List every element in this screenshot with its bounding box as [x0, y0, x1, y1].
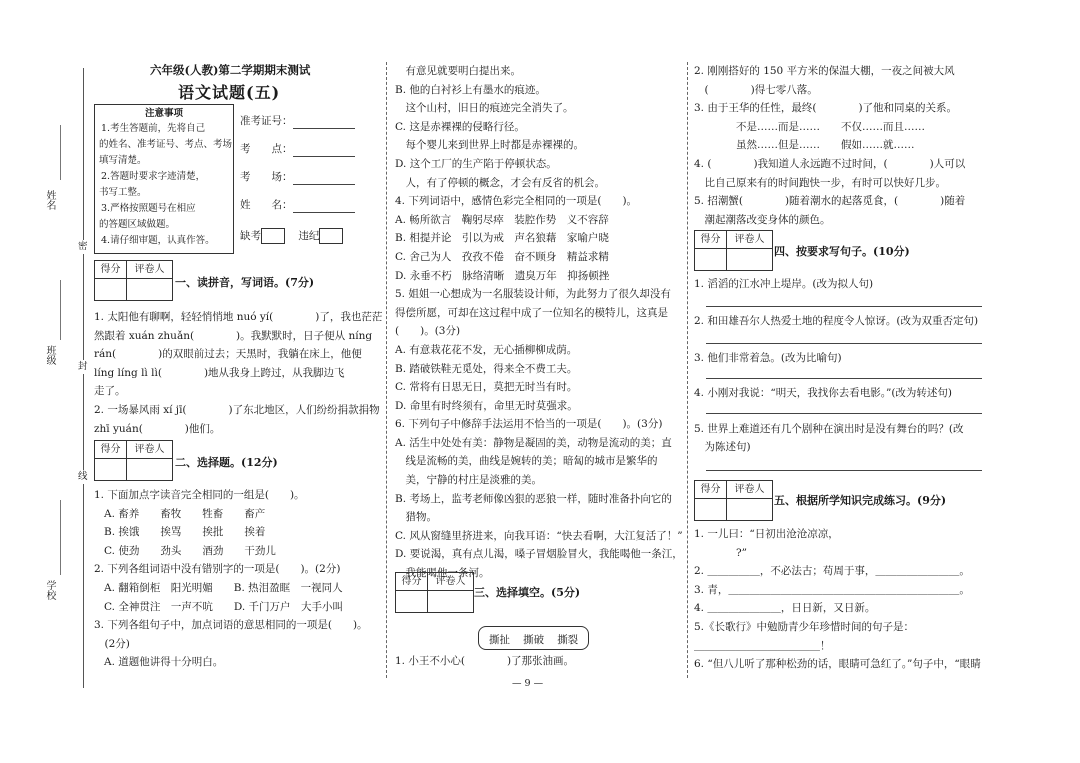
exam-subtitle: 语文试题(五)	[178, 83, 281, 102]
reviewer-cell[interactable]	[727, 499, 773, 521]
column-divider-1	[386, 62, 387, 678]
q-line: 5.《长歌行》中勉励青少年珍惜时间的句子是：	[694, 620, 915, 633]
seal-mark-xian: 线	[78, 471, 88, 482]
q-line: 1. 下面加点字读音完全相同的一组是( )。	[94, 489, 305, 501]
q-line: 5. 招潮蟹( )随着潮水的起落觅食，( )随着	[694, 195, 966, 208]
section-3-title: 三、选择填空。(5分)	[474, 586, 581, 599]
ticket-field-room	[240, 168, 293, 186]
ticket-field-site	[240, 140, 293, 158]
name-blank	[60, 125, 61, 180]
score-cell[interactable]	[95, 459, 127, 481]
q-line: 2. 下列各组词语中没有错别字的一项是( )。(2分)	[94, 563, 341, 576]
q-line: 6. 下列句子中修辞手法运用不恰当的一项是( )。(3分)	[395, 418, 663, 431]
q-line: C. 使劲 劲头 酒劲 干劲儿	[104, 544, 276, 557]
q-line: 3. 由于王华的任性，最终( )了他和同桌的关系。	[694, 102, 958, 115]
answer-line[interactable]	[706, 470, 982, 471]
column-2-body	[395, 62, 683, 583]
notice-line: 填写清楚。	[99, 155, 147, 166]
q-line: B. 挨饿 挨骂 挨批 挨着	[104, 526, 266, 539]
answer-line[interactable]	[706, 413, 982, 414]
ticket-label: 姓 名：	[240, 199, 293, 211]
q-line: 2. 一场暴风雨 xí jī( )了东北地区，人们纷纷捐款捐物	[94, 403, 380, 416]
answer-line[interactable]	[706, 343, 982, 344]
ticket-field-id	[240, 112, 293, 130]
q-line: zhī yuán( )他们。	[94, 422, 221, 435]
reviewer-label: 评卷人	[127, 261, 173, 279]
section-3-q1: 1. 小王不小心( )了那张油画。	[395, 655, 575, 667]
score-box	[94, 440, 173, 481]
s4-q1: 1. 滔滔的江水冲上堤岸。(改为拟人句)	[694, 278, 874, 290]
q-line: 4. ＿＿＿＿＿＿＿，日日新，又日新。	[694, 602, 876, 615]
answer-line[interactable]	[706, 378, 982, 379]
reviewer-label: 评卷人	[127, 441, 173, 459]
score-box	[694, 230, 773, 271]
q-line: C. 全神贯注 一声不吭 D. 千门万户 大手小叫	[104, 600, 344, 613]
ticket-id-blank[interactable]	[293, 128, 355, 129]
q-line: 人，有了停顿的概念，才会有反省的机会。	[395, 176, 605, 189]
exam-title: 六年级(人教)第二学期期末测试	[150, 63, 311, 77]
q-line: 1. 一儿曰：“日初出沧沧凉凉，	[694, 528, 839, 540]
ticket-label: 考 场：	[240, 171, 293, 183]
q-line: 这个山村，旧日的痕迹完全消失了。	[395, 102, 574, 115]
q-line: ＿＿＿＿＿＿＿＿＿＿＿＿！	[694, 639, 831, 652]
q-line: D. 永垂不朽 脉络清晰 遗臭万年 抑扬顿挫	[395, 269, 610, 282]
q-line: líng líng lì lì( )地从我身上跨过，从我脚边飞	[94, 366, 345, 379]
s4-q2: 2. 和田雄吾尔人热爱土地的程度令人惊讶。(改为双重否定句)	[694, 315, 979, 327]
q-line: (2分)	[94, 637, 130, 650]
section-5-title: 五、根据所学知识完成练习。(9分)	[774, 494, 947, 507]
ticket-label: 准考证号：	[240, 115, 293, 127]
ticket-site-blank[interactable]	[293, 156, 355, 157]
option-word: 撕破	[523, 634, 545, 646]
q-line: 3. 下列各组句子中，加点词语的意思相同的一项是( )。	[94, 619, 368, 632]
q-line: 6. “但八儿听了那种松劲的话，眼睛可急红了。”句子中，“眼睛	[694, 658, 981, 671]
score-label: 得分	[95, 441, 127, 459]
q-line: ( )。(3分)	[395, 325, 461, 338]
section-5-body	[694, 525, 981, 674]
q-line: B. 考场上，监考老师像凶狠的恶狼一样，随时准备扑向它的	[395, 492, 672, 505]
q-line: A. 活生中处处有美：静物是凝固的美，动物是流动的美；直	[395, 436, 672, 449]
q-line: 5. 姐姐一心想成为一名服装设计师，为此努力了很久却没有	[395, 288, 671, 301]
q-line: A. 畜养 畜牧 牲畜 畜产	[104, 507, 266, 520]
notice-line: 的答题区域做题。	[99, 219, 176, 230]
ticket-room-blank[interactable]	[293, 184, 355, 185]
class-blank	[60, 280, 61, 340]
score-cell[interactable]	[695, 499, 727, 521]
q-line: ?”	[694, 546, 747, 559]
q-line: A. 翻箱倒柜 阳光明媚 B. 热泪盈眶 一视同人	[104, 581, 343, 594]
notice-title: 注意事项	[144, 108, 183, 119]
score-label: 得分	[695, 481, 727, 499]
school-blank	[60, 500, 61, 575]
reviewer-cell[interactable]	[727, 249, 773, 271]
notice-line: 2.答题时要求字迹清楚，	[101, 171, 206, 182]
q-line: D. 要说渴，真有点儿渴，嗓子冒烟脸冒火，我能喝他一条江，	[395, 548, 683, 561]
q-line: 线是流畅的美，曲线是婉转的美；暗匐的城市是繁华的	[395, 455, 658, 468]
notice-box	[94, 104, 234, 254]
q-line: 2. 刚刚搭好的 150 平方米的保温大棚，一夜之间被大风	[694, 65, 955, 77]
absent-field	[240, 227, 343, 245]
notice-line: 书写工整。	[99, 187, 147, 198]
seal-mark-mi: 密	[78, 241, 88, 252]
q-line: A. 畅所欲言 鞠躬尽瘁 装腔作势 义不容辞	[395, 213, 609, 226]
page-number: — 9 —	[512, 678, 544, 689]
answer-line[interactable]	[706, 306, 982, 307]
notice-line: 4.请仔细审题，认真作答。	[101, 235, 215, 246]
q-line: 每个婴儿来到世界上时都是赤裸裸的。	[395, 139, 584, 152]
reviewer-label: 评卷人	[428, 573, 474, 591]
q-line: C. 风从窗缝里挤进来，向我耳语：“快去看啊，大江复活了！”	[395, 529, 683, 542]
notice-line: 1.考生答题前，先将自己	[101, 123, 206, 134]
q-line: 4. ( )我知道人永远跑不过时间，( )人可以	[694, 157, 966, 170]
notice-line: 的姓名、准考证号、考点、考场	[99, 139, 233, 150]
q-line: 2. ＿＿＿＿＿，不必法古；苟周于事，＿＿＿＿＿＿＿＿。	[694, 565, 970, 578]
q-line: B. 他的白衬衫上有墨水的痕迹。	[395, 83, 546, 96]
q-line: 美，宁静的村庄是淡雅的美。	[395, 474, 542, 487]
reviewer-cell[interactable]	[127, 279, 173, 301]
q-line: D. 这个工厂的生产陷于停顿状态。	[395, 157, 557, 170]
q-line: 不是……而是…… 不仅……而且……	[694, 120, 925, 133]
score-cell[interactable]	[695, 249, 727, 271]
q-line: C. 常将有日思无日，莫把无时当有时。	[395, 381, 578, 394]
q-line: rán( )的双眼前过去；天黑时，我躺在床上，他便	[94, 348, 362, 361]
q-line: ( )得七零八落。	[694, 83, 818, 96]
reviewer-cell[interactable]	[428, 591, 474, 613]
reviewer-label: 评卷人	[727, 231, 773, 249]
ticket-field-name	[240, 196, 293, 214]
score-label: 得分	[396, 573, 428, 591]
ticket-label: 考 点：	[240, 143, 293, 155]
q-line: 有意见就要明白提出来。	[395, 65, 521, 77]
s4-q3: 3. 他们非常着急。(改为比喻句)	[694, 352, 842, 364]
option-word: 撕裂	[557, 634, 579, 646]
seal-mark-feng: 封	[78, 361, 88, 372]
q-line: 1. 太阳他有聊啊，轻轻悄悄地 nuó yí( )了，我也茫茫	[94, 311, 383, 323]
q-line: 潮起潮落改变身体的颜色。	[694, 213, 831, 226]
label-class: 班级	[44, 345, 55, 365]
q-line: A. 道题他讲得十分明白。	[104, 656, 224, 669]
q-line: 我能喝他一条河。	[395, 567, 490, 580]
q-line: 猎物。	[395, 511, 437, 524]
q-line: 虽然……但是…… 假如……就……	[694, 139, 915, 152]
q-line: C. 这是赤裸裸的侵略行径。	[395, 120, 525, 133]
q-line: B. 相提并论 引以为戒 声名狼藉 家喻户晓	[395, 232, 609, 245]
binding-line	[83, 68, 84, 688]
score-cell[interactable]	[396, 591, 428, 613]
absent-checkbox[interactable]	[261, 228, 285, 244]
q-line: D. 命里有时终须有，命里无时莫强求。	[395, 399, 578, 412]
q-line: 走了。	[94, 385, 126, 398]
score-label: 得分	[95, 261, 127, 279]
s4-q5: 5. 世界上难道还有几个剧种在演出时是没有舞台的吗？(改	[694, 423, 964, 435]
column-3-top	[694, 62, 965, 229]
s4-q5-cont: 为陈述句)	[694, 441, 751, 453]
q-line: 3. 青，＿＿＿＿＿＿＿＿＿＿＿＿＿＿＿＿＿＿＿＿＿＿。	[694, 583, 970, 596]
option-word: 撕扯	[489, 634, 510, 646]
score-box	[94, 260, 173, 301]
absent-label: 缺考	[240, 230, 261, 242]
s4-q4: 4. 小刚对我说：“明天，我找你去看电影。”(改为转述句)	[694, 387, 953, 399]
section-1-title: 一、读拼音，写词语。(7分)	[175, 276, 315, 289]
q-line: 比自己原来有的时间跑快一步，有时可以快好几步。	[694, 176, 946, 189]
q-line: 4. 下列词语中，感情色彩完全相同的一项是( )。	[395, 195, 638, 208]
violation-checkbox[interactable]	[319, 228, 343, 244]
label-name: 姓名	[44, 190, 55, 210]
reviewer-label: 评卷人	[727, 481, 773, 499]
score-box	[694, 480, 773, 521]
section-4-title: 四、按要求写句子。(10分)	[774, 245, 910, 258]
word-options	[478, 626, 589, 650]
q-line: 得偿所愿，可却在这过程中成了一位知名的模特儿，这真是	[395, 306, 668, 319]
section-2-body	[94, 486, 368, 672]
q-line: 然跟着 xuán zhuǎn( )。我默默时，日子便从 níng	[94, 329, 373, 342]
column-divider-2	[687, 62, 688, 678]
ticket-name-blank[interactable]	[293, 212, 355, 213]
violation-label: 违纪	[298, 230, 320, 242]
section-1-body	[94, 308, 382, 438]
reviewer-cell[interactable]	[127, 459, 173, 481]
q-line: C. 舍己为人 孜孜不倦 奋不顾身 精益求精	[395, 250, 609, 263]
q-line: A. 有意栽花花不发，无心插柳柳成荫。	[395, 343, 578, 356]
q-line: B. 踏破铁鞋无觅处，得来全不费工夫。	[395, 362, 578, 375]
score-cell[interactable]	[95, 279, 127, 301]
score-box	[395, 572, 474, 613]
section-2-title: 二、选择题。(12分)	[175, 456, 278, 469]
label-school: 学校	[44, 580, 55, 600]
notice-line: 3.严格按照题号在相应	[101, 203, 196, 214]
score-label: 得分	[695, 231, 727, 249]
